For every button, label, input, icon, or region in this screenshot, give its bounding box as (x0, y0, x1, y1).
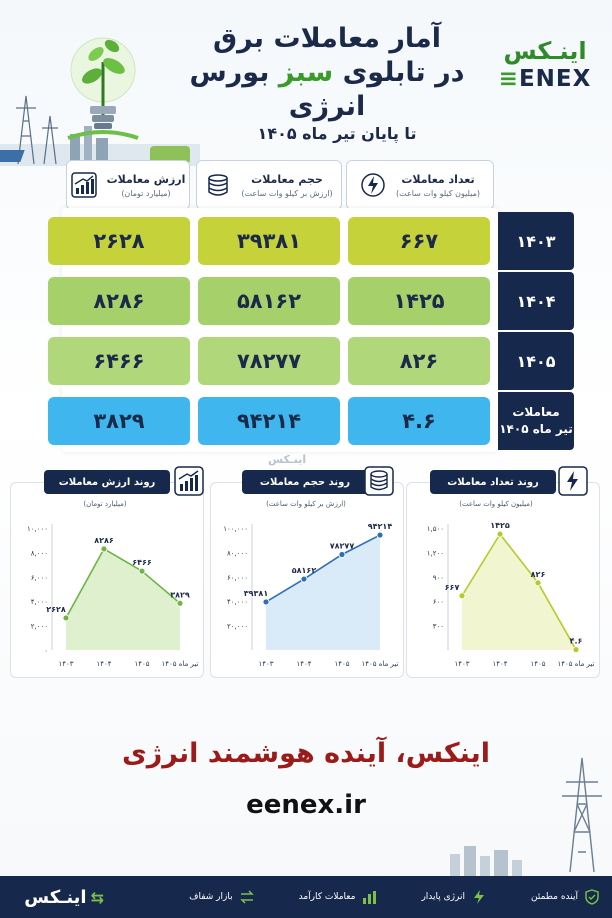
enex-logo (492, 36, 598, 94)
green-bulb-plant-icon (66, 26, 140, 146)
coin-stack-icon (364, 466, 394, 496)
y-tick-label: ۰ (44, 647, 48, 655)
city-skyline-illustration (440, 836, 560, 876)
data-point (377, 532, 383, 538)
column-header-volume (196, 160, 342, 210)
cell-volume-1403: ۳۹۳۸۱ (198, 217, 340, 265)
chart-unit-count: (میلیون کیلو وات ساعت) (459, 500, 533, 508)
data-label: ۴.۶ (569, 636, 583, 646)
slogan: اینکس، آینده هوشمند انرژی (121, 738, 491, 769)
data-point (573, 647, 579, 653)
chart-title-count: روند تعداد معاملات (430, 470, 556, 494)
transfer-arrows-icon (239, 889, 255, 905)
cell-count-1405: ۸۲۶ (348, 337, 490, 385)
data-label: ۳۸۲۹ (170, 590, 190, 600)
data-point (177, 600, 183, 606)
line-chart-value (10, 510, 204, 676)
line-chart-count (406, 510, 600, 676)
footer-item: انرژی پایدار (421, 889, 487, 905)
cell-count-1404: ۱۴۲۵ (348, 277, 490, 325)
data-point (63, 615, 69, 621)
y-tick-label: ۳۰۰ (432, 622, 444, 631)
title-line1: آمار معاملات برق (213, 23, 441, 54)
row-label-1404: ۱۴۰۴ (498, 272, 574, 330)
data-point (497, 531, 503, 537)
lightning-icon (471, 889, 487, 905)
cell-volume-tir: ۹۴۲۱۴ (198, 397, 340, 445)
title-pre: در تابلوی (342, 57, 465, 88)
column-unit: (میلیون کیلو وات ساعت) (395, 188, 481, 198)
data-label: ۱۴۲۵ (490, 521, 510, 531)
y-tick-label: ۱,۲۰۰ (426, 549, 444, 558)
line-chart-volume (210, 510, 404, 676)
x-tick-label: ۱۴۰۵ (334, 660, 350, 668)
area-fill (462, 534, 576, 650)
y-tick-label: ۴۰,۰۰۰ (226, 598, 248, 607)
data-point (339, 552, 345, 558)
page-title (162, 22, 492, 124)
cell-count-tir: ۴.۶ (348, 397, 490, 445)
y-tick-label: ۶,۰۰۰ (30, 573, 48, 582)
y-tick-label: ۲,۰۰۰ (30, 622, 48, 631)
column-title: تعداد معاملات (401, 172, 475, 186)
data-label: ۹۴۲۱۴ (367, 522, 393, 532)
x-tick-label: ۱۴۰۳ (454, 660, 470, 668)
y-tick-label: ۲۰,۰۰۰ (226, 622, 248, 631)
x-tick-label: تیر ماه ۱۴۰۵ (557, 660, 595, 668)
bar-chart-icon (361, 889, 377, 905)
data-label: ۶۴۶۶ (132, 558, 152, 568)
data-point (459, 593, 465, 599)
column-unit: (ارزش بر کیلو وات ساعت) (241, 188, 333, 198)
chart-title-volume: روند حجم معاملات (242, 470, 368, 494)
area-fill (66, 549, 180, 650)
cell-volume-1404: ۵۸۱۶۲ (198, 277, 340, 325)
shield-check-icon (584, 889, 600, 905)
y-tick-label: ۹۰۰ (432, 573, 444, 582)
y-tick-label: ۱۰,۰۰۰ (26, 525, 48, 533)
title-post: بورس انرژی (189, 57, 366, 122)
cell-value-1405: ۶۴۶۶ (48, 337, 190, 385)
lightning-icon (360, 172, 386, 198)
y-tick-label: ۴,۰۰۰ (30, 598, 48, 607)
data-label: ۸۲۶ (530, 569, 546, 579)
footer-logo: ⇆ اینـکس (24, 886, 104, 908)
chart-unit-value: (میلیارد تومان) (83, 500, 127, 508)
column-title: حجم معاملات (251, 172, 323, 186)
row-label-1403: ۱۴۰۳ (498, 212, 574, 270)
row-label-1405: ۱۴۰۵ (498, 332, 574, 390)
page-subtitle: تا پایان تیر ماه ۱۴۰۵ (257, 124, 417, 143)
y-tick-label: ۶۰۰ (432, 598, 444, 607)
cell-value-tir: ۳۸۲۹ (48, 397, 190, 445)
data-label: ۵۸۱۶۲ (291, 566, 317, 576)
x-tick-label: تیر ماه ۱۴۰۵ (361, 660, 399, 668)
watermark: اینـکس (268, 453, 307, 466)
x-tick-label: ۱۴۰۵ (530, 660, 546, 668)
cell-value-1403: ۲۶۲۸ (48, 217, 190, 265)
y-tick-label: ۱۰۰,۰۰۰ (223, 525, 248, 533)
bar-growth-icon (71, 172, 97, 198)
row-label-tir-1405: معاملات تیر ماه ۱۴۰۵ (498, 392, 574, 450)
data-label: ۸۲۸۶ (94, 535, 114, 545)
x-tick-label: تیر ماه ۱۴۰۵ (161, 660, 199, 668)
x-tick-label: ۱۴۰۴ (296, 660, 312, 668)
coin-stack-icon (205, 172, 231, 198)
column-header-count (346, 160, 494, 210)
cell-value-1404: ۸۲۸۶ (48, 277, 190, 325)
data-label: ۲۶۲۸ (46, 604, 66, 614)
x-tick-label: ۱۴۰۴ (492, 660, 508, 668)
data-point (263, 599, 269, 605)
y-tick-label: ۸۰,۰۰۰ (226, 549, 248, 558)
column-title: ارزش معاملات (106, 172, 186, 186)
cell-volume-1405: ۷۸۲۷۷ (198, 337, 340, 385)
footer-item: آینده مطمئن (531, 889, 600, 905)
logo-en: ≡ENEX (498, 66, 592, 92)
data-point (301, 576, 307, 582)
footer-item: معاملات کارآمد (299, 889, 378, 905)
y-tick-label: ۸,۰۰۰ (30, 549, 48, 558)
power-tower-illustration (552, 752, 612, 874)
lightning-icon (558, 466, 588, 496)
data-label: ۳۹۳۸۱ (243, 588, 269, 598)
x-tick-label: ۱۴۰۵ (134, 660, 150, 668)
bar-growth-icon (174, 466, 204, 496)
chart-title-value: روند ارزش معاملات (44, 470, 170, 494)
website-link[interactable]: eenex.ir (246, 790, 366, 820)
chart-unit-volume: (ارزش بر کیلو وات ساعت) (266, 500, 346, 508)
x-tick-label: ۱۴۰۴ (96, 660, 112, 668)
logo-fa: اینـکس (503, 37, 587, 65)
data-point (535, 580, 541, 586)
x-tick-label: ۱۴۰۳ (258, 660, 274, 668)
cell-count-1403: ۶۶۷ (348, 217, 490, 265)
column-unit: (میلیارد تومان) (121, 188, 171, 198)
data-label: ۶۶۷ (444, 582, 460, 592)
column-header-value (66, 160, 190, 210)
data-label: ۷۸۲۷۷ (329, 541, 355, 551)
data-point (101, 546, 107, 552)
title-green: سبز (278, 57, 334, 88)
data-point (139, 568, 145, 574)
footer-item: بازار شفاف (189, 889, 254, 905)
x-tick-label: ۱۴۰۳ (58, 660, 74, 668)
y-tick-label: ۶۰,۰۰۰ (226, 573, 248, 582)
title-line2 (162, 56, 492, 124)
y-tick-label: ۱,۵۰۰ (426, 525, 444, 533)
